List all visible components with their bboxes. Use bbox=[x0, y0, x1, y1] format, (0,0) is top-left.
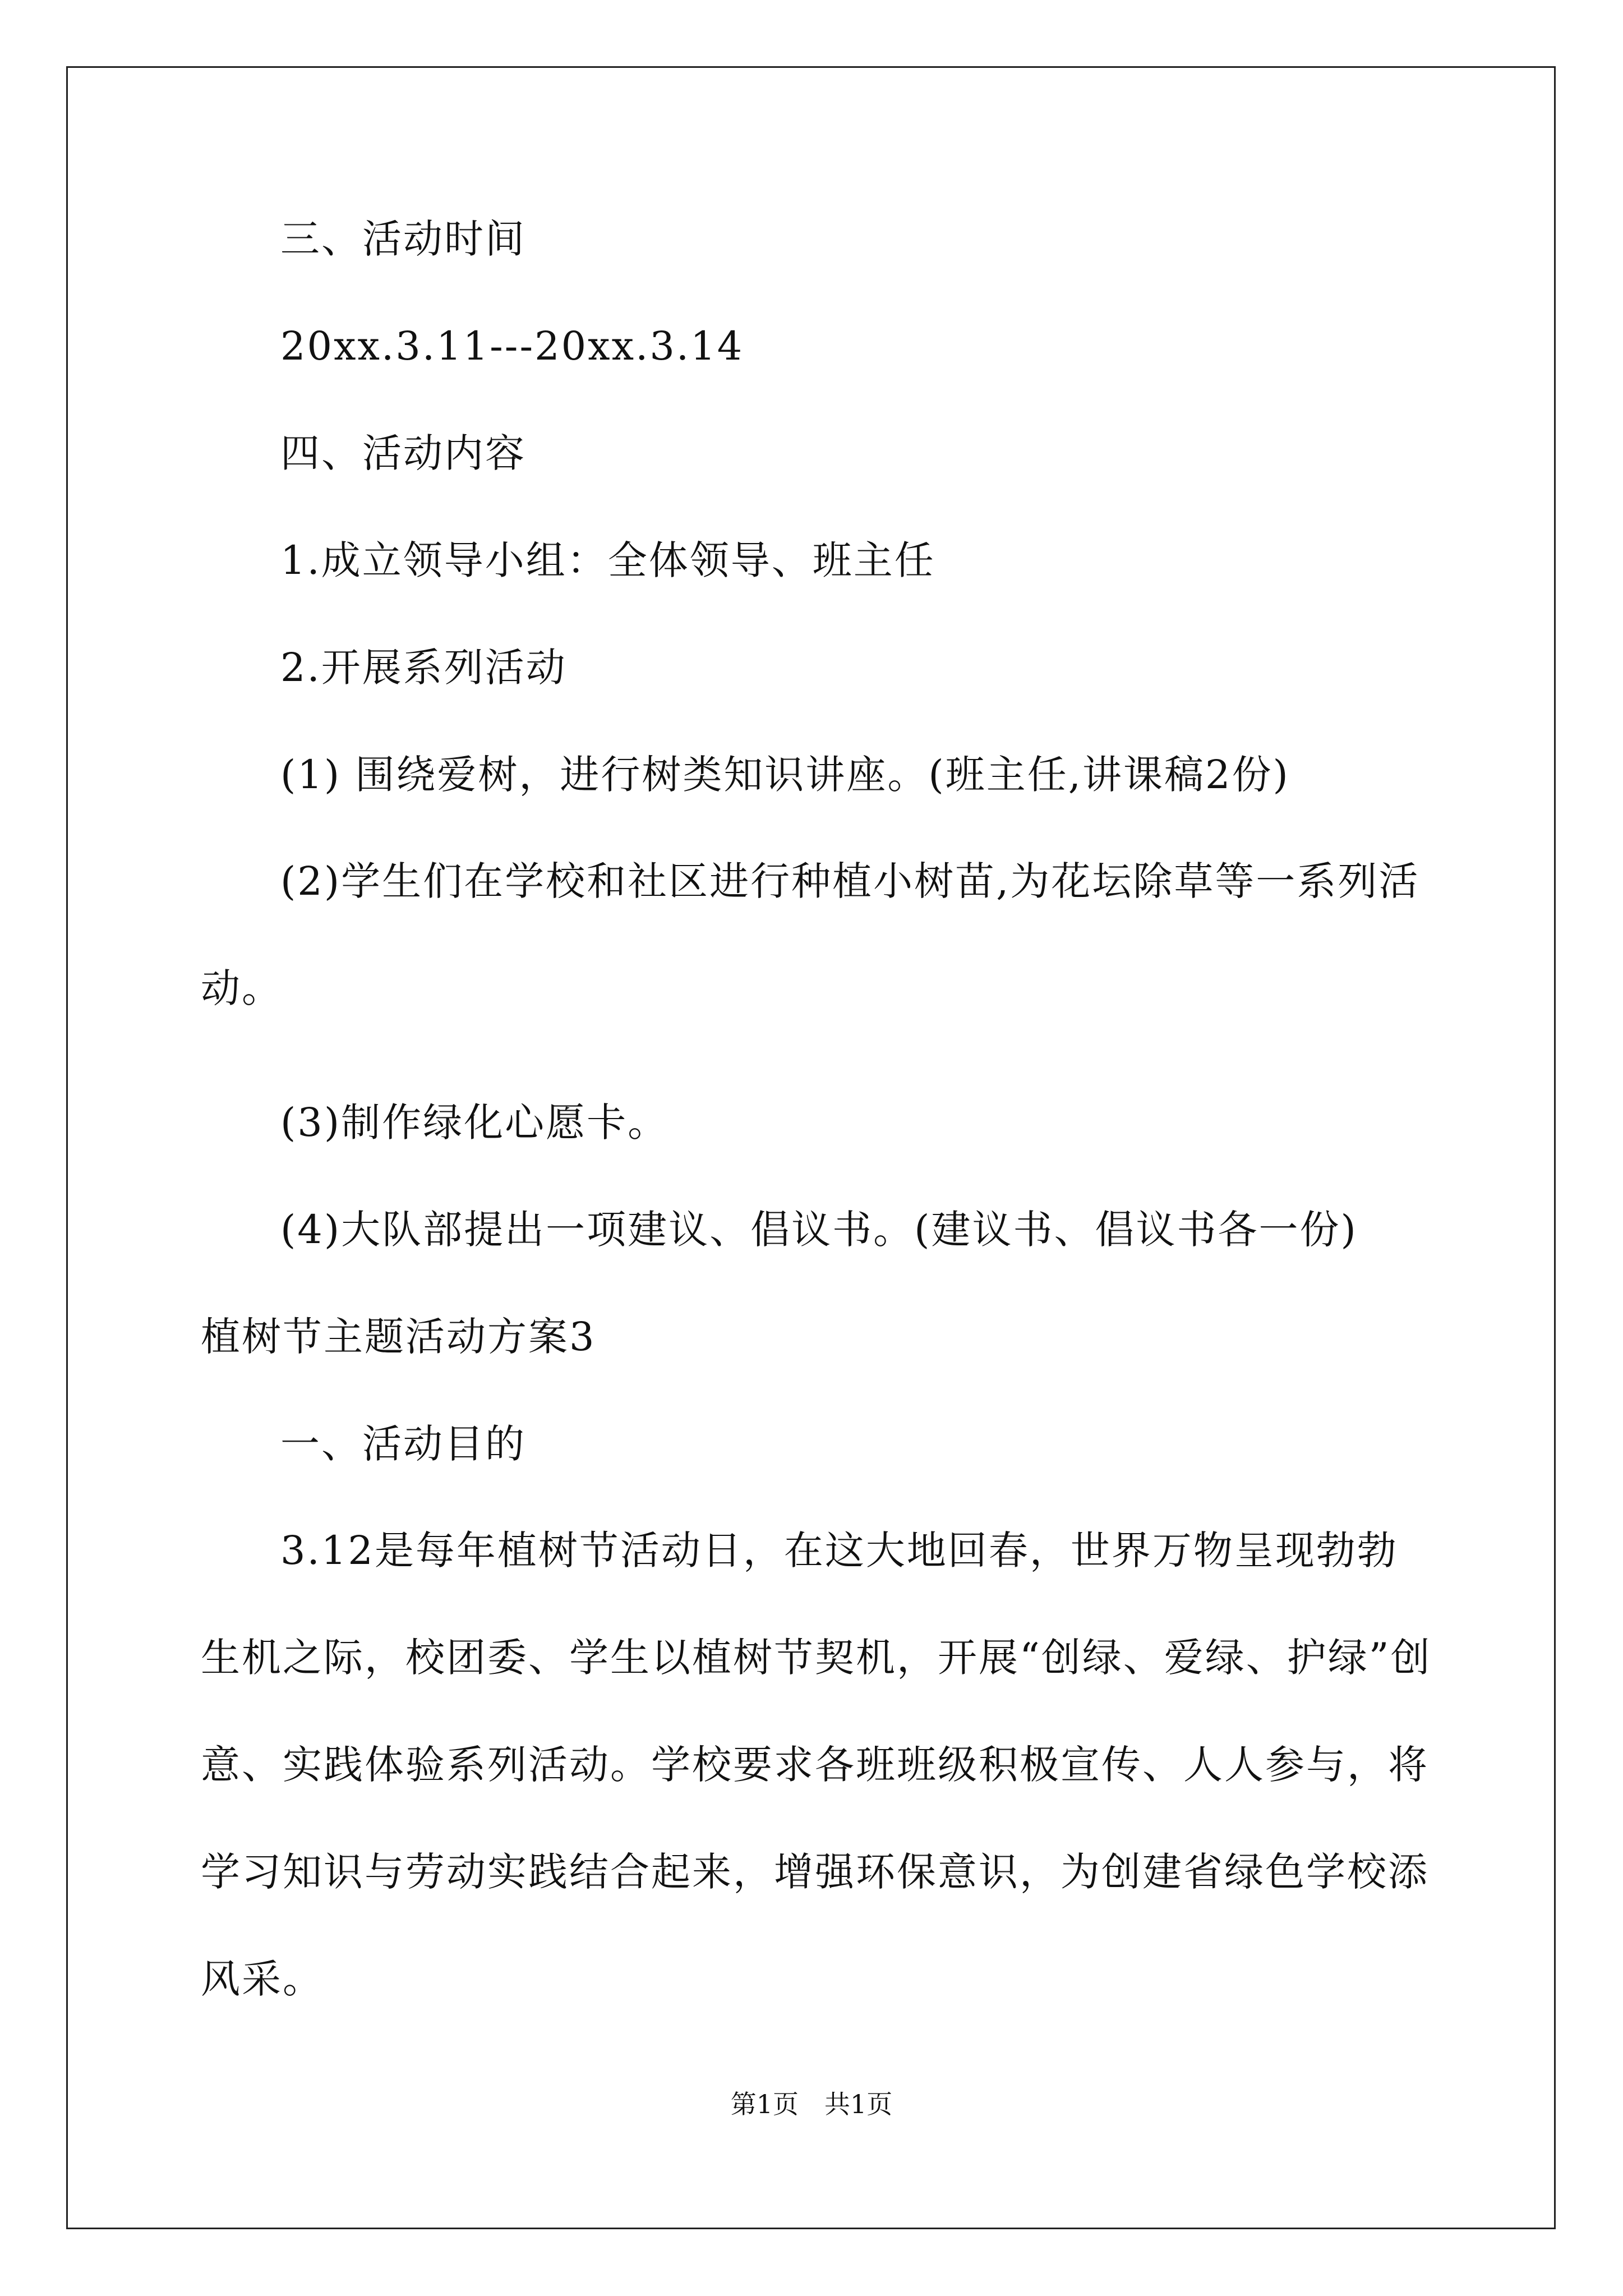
activity-dates: 20xx.3.11---20xx.3.14 bbox=[280, 323, 744, 369]
item-leadership-group: 1.成立领导小组：全体领导、班主任 bbox=[280, 537, 935, 583]
sub-item-4: (4)大队部提出一项建议、倡议书。(建议书、倡议书各一份) bbox=[280, 1207, 1358, 1253]
heading-activity-goal: 一、活动目的 bbox=[280, 1421, 526, 1467]
heading-activity-time: 三、活动时间 bbox=[280, 216, 526, 262]
sub-item-3: (3)制作绿化心愿卡。 bbox=[280, 1099, 669, 1145]
goal-paragraph bbox=[201, 1497, 1435, 2033]
section-title: 植树节主题活动方案3 bbox=[201, 1314, 596, 1360]
sub-item-2-text: (2)学生们在学校和社区进行种植小树苗,为花坛除草等一系列活动。 bbox=[201, 858, 1420, 1011]
page-footer: 第1页 共1页 bbox=[730, 2089, 893, 2119]
heading-activity-content: 四、活动内容 bbox=[280, 430, 526, 476]
document-body bbox=[201, 212, 1435, 2086]
sub-item-2 bbox=[201, 828, 1435, 1042]
sub-item-1: (1) 围绕爱树，进行树类知识讲座。(班主任,讲课稿2份) bbox=[280, 752, 1290, 798]
item-series-activities: 2.开展系列活动 bbox=[280, 645, 567, 691]
goal-paragraph-text: 3.12是每年植树节活动日，在这大地回春，世界万物呈现勃勃生机之际，校团委、学生以植树节契机，开展“创绿、爱绿、护绿”创意、实践体验系列活动。学校要求各班班级积极宣传、人人参与，将学习知识与劳动实践结合起来，增强环保意识，为创建省绿色学校添风采。 bbox=[201, 1527, 1432, 2002]
